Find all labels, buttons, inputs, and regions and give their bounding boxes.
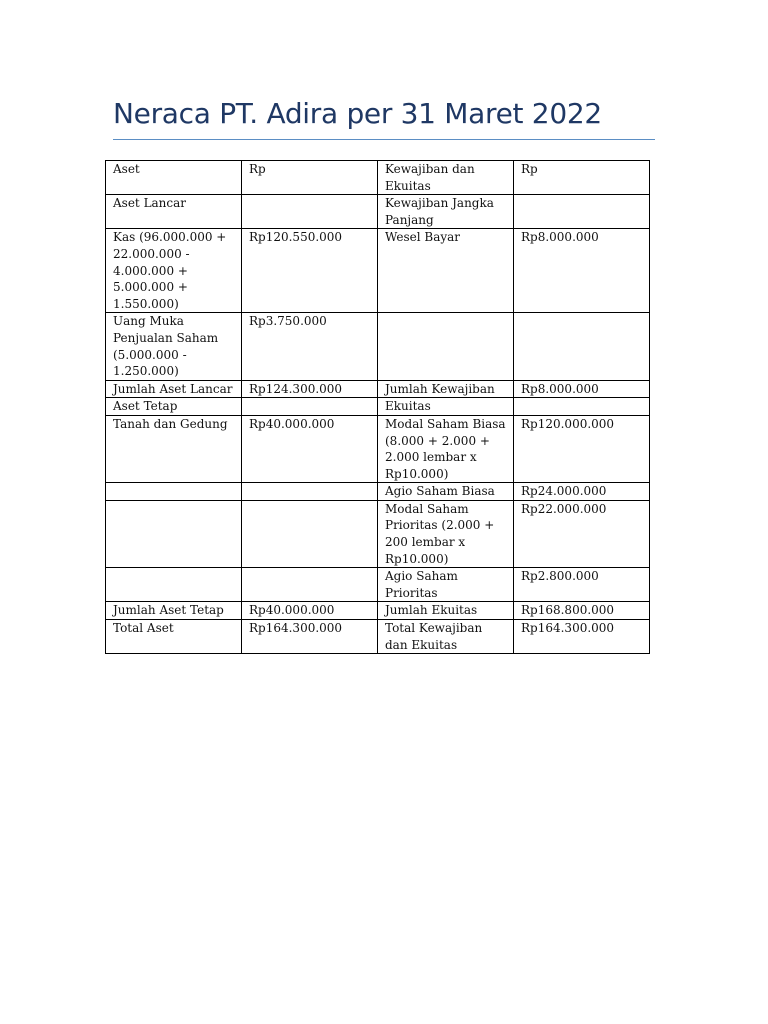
table-cell: Modal Saham Prioritas (2.000 + 200 lembar x Rp10.000): [378, 500, 514, 567]
table-cell: [514, 313, 650, 380]
table-cell: Jumlah Kewajiban: [378, 380, 514, 398]
table-row: [106, 500, 650, 567]
table-cell: Rp8.000.000: [514, 380, 650, 398]
table-cell: Agio Saham Prioritas: [378, 568, 514, 602]
table-cell: Rp3.750.000: [242, 313, 378, 380]
table-cell: [242, 195, 378, 229]
table-cell: Kas (96.000.000 + 22.000.000 - 4.000.000 + 5.000.000 + 1.550.000): [106, 229, 242, 313]
balance-sheet-table: [105, 160, 650, 654]
table-cell: Rp40.000.000: [242, 602, 378, 620]
table-cell: Rp8.000.000: [514, 229, 650, 313]
table-cell: Aset Lancar: [106, 195, 242, 229]
table-cell: Rp168.800.000: [514, 602, 650, 620]
table-cell: Wesel Bayar: [378, 229, 514, 313]
table-cell: [514, 398, 650, 416]
table-cell: Uang Muka Penjualan Saham (5.000.000 - 1.250.000): [106, 313, 242, 380]
table-cell: Tanah dan Gedung: [106, 415, 242, 482]
table-cell: Rp124.300.000: [242, 380, 378, 398]
table-row: [106, 229, 650, 313]
table-cell: Aset Tetap: [106, 398, 242, 416]
table-cell: [514, 195, 650, 229]
table-row: [106, 483, 650, 501]
table-cell: Kewajiban Jangka Panjang: [378, 195, 514, 229]
table-cell: [242, 483, 378, 501]
table-cell: [378, 313, 514, 380]
table-cell: Rp: [514, 161, 650, 195]
table-cell: [242, 500, 378, 567]
table-cell: Agio Saham Biasa: [378, 483, 514, 501]
table-cell: Rp164.300.000: [514, 620, 650, 654]
table-cell: Jumlah Aset Lancar: [106, 380, 242, 398]
document-title: Neraca PT. Adira per 31 Maret 2022: [113, 97, 602, 130]
table-cell: Rp: [242, 161, 378, 195]
table-cell: [242, 568, 378, 602]
table-row: [106, 620, 650, 654]
table-row: [106, 398, 650, 416]
table-cell: Rp164.300.000: [242, 620, 378, 654]
table-cell: Rp24.000.000: [514, 483, 650, 501]
table-cell: Total Aset: [106, 620, 242, 654]
table-cell: [106, 568, 242, 602]
table-cell: [242, 398, 378, 416]
table-cell: Jumlah Aset Tetap: [106, 602, 242, 620]
table-row: [106, 195, 650, 229]
table-cell: Total Kewajiban dan Ekuitas: [378, 620, 514, 654]
table-cell: Rp40.000.000: [242, 415, 378, 482]
table-row: [106, 602, 650, 620]
title-underline: [113, 139, 655, 140]
table-row-header: [106, 161, 650, 195]
table-cell: Jumlah Ekuitas: [378, 602, 514, 620]
table-cell: Rp120.550.000: [242, 229, 378, 313]
table-cell: Rp120.000.000: [514, 415, 650, 482]
table-row: [106, 313, 650, 380]
table-row: [106, 415, 650, 482]
table-cell: Rp2.800.000: [514, 568, 650, 602]
table-cell: Kewajiban dan Ekuitas: [378, 161, 514, 195]
table-cell: Modal Saham Biasa (8.000 + 2.000 + 2.000 lembar x Rp10.000): [378, 415, 514, 482]
table-cell: Aset: [106, 161, 242, 195]
table-cell: Ekuitas: [378, 398, 514, 416]
table-cell: [106, 500, 242, 567]
table-cell: [106, 483, 242, 501]
table-row: [106, 568, 650, 602]
table-cell: Rp22.000.000: [514, 500, 650, 567]
table-row: [106, 380, 650, 398]
